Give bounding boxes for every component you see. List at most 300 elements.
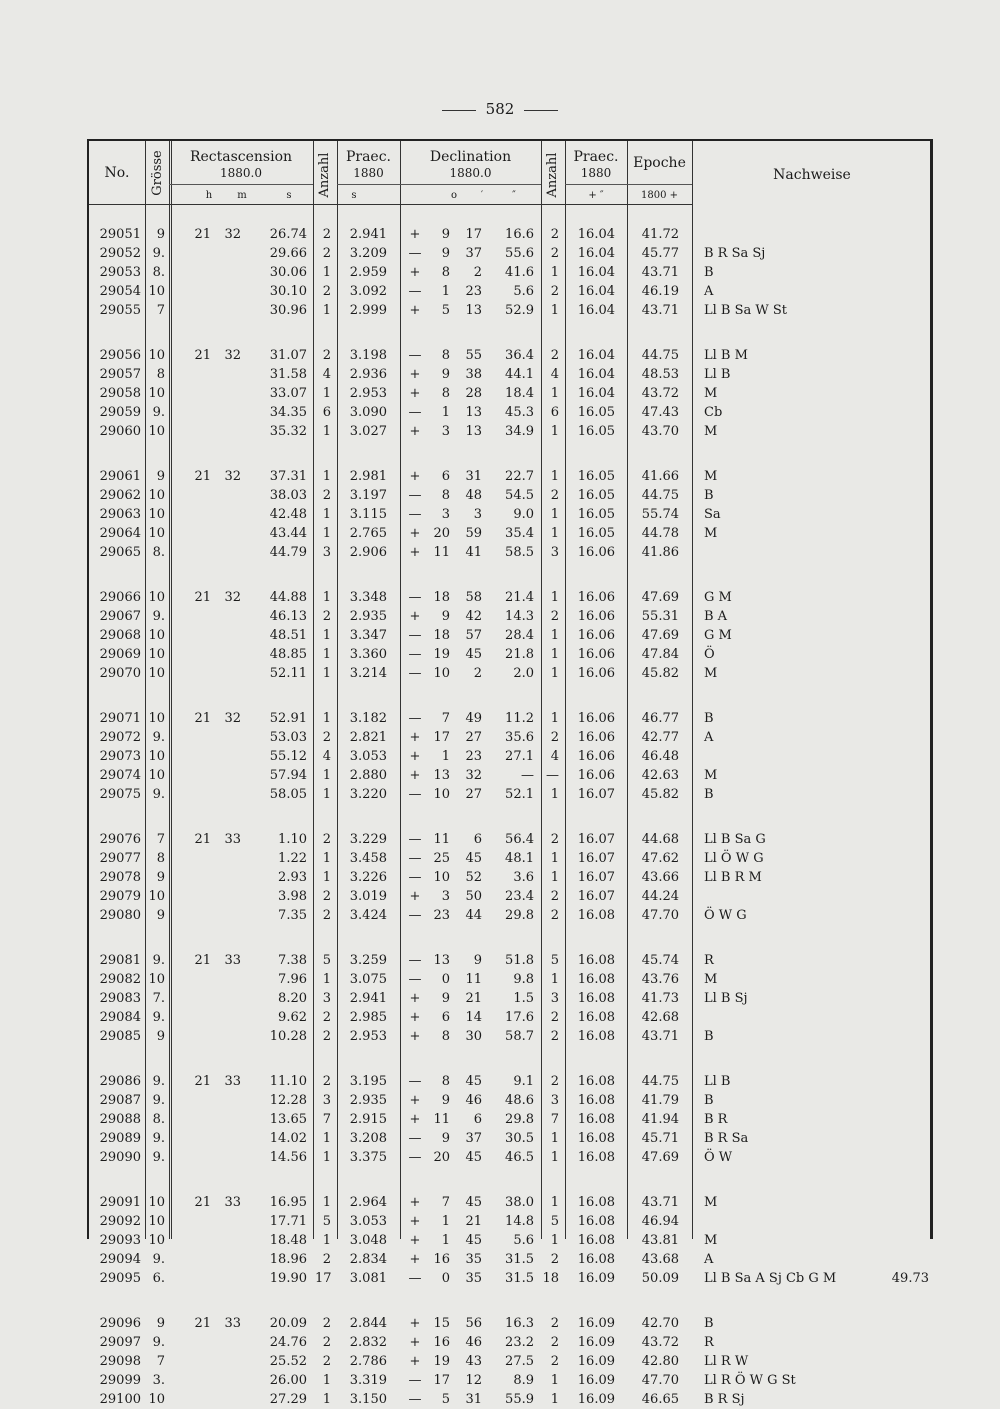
cell-g: 6. — [152, 1271, 165, 1286]
cell-ras: 46.13 — [269, 609, 307, 624]
cell-a2: 2 — [550, 1074, 559, 1089]
cell-g: 8. — [152, 265, 165, 280]
cell-g: 3. — [152, 1373, 165, 1388]
cell-dd: 16 — [433, 1335, 450, 1350]
cell-dm: 55 — [465, 348, 482, 363]
cell-dm: 35 — [465, 1252, 482, 1267]
cell-nw: Ll R Ö W G St — [704, 1373, 796, 1388]
cell-g: 8. — [152, 545, 165, 560]
cell-ds: + — [409, 545, 421, 560]
cell-ep: 41.94 — [641, 1112, 679, 1127]
cell-ep: 45.82 — [641, 666, 679, 681]
cell-no: 29085 — [99, 1029, 141, 1044]
cell-p1: 2.964 — [349, 1195, 387, 1210]
cell-ras: 3.98 — [278, 889, 307, 904]
cell-a1: 2 — [322, 889, 331, 904]
cell-dm: 45 — [465, 647, 482, 662]
table-row — [89, 646, 930, 664]
star-catalogue-table — [87, 139, 933, 1407]
cell-p2: 16.08 — [577, 1029, 615, 1044]
table-row — [89, 1092, 930, 1110]
cell-g: 10 — [148, 488, 165, 503]
cell-g: 10 — [148, 1233, 165, 1248]
cell-ras: 24.76 — [269, 1335, 307, 1350]
cell-dd: 19 — [433, 1354, 450, 1369]
cell-dsec: 9.1 — [513, 1074, 534, 1089]
cell-ep: 42.80 — [641, 1354, 679, 1369]
cell-ep: 41.66 — [641, 469, 679, 484]
cell-nw: Cb — [704, 405, 723, 420]
cell-dsec: 17.6 — [505, 1010, 534, 1025]
cell-ep: 41.86 — [641, 545, 679, 560]
cell-no: 29068 — [99, 628, 141, 643]
cell-a2: 1 — [550, 1392, 559, 1407]
cell-ras: 33.07 — [269, 386, 307, 401]
cell-p2: 16.04 — [577, 348, 615, 363]
cell-dm: 37 — [465, 246, 482, 261]
cell-p1: 3.214 — [349, 666, 387, 681]
cell-dsec: 18.4 — [505, 386, 534, 401]
cell-ras: 1.10 — [278, 832, 307, 847]
cell-p1: 2.936 — [349, 367, 387, 382]
cell-dm: 3 — [473, 507, 482, 522]
cell-nw: M — [704, 972, 718, 987]
cell-dd: 10 — [433, 666, 450, 681]
cell-no: 29079 — [99, 889, 141, 904]
cell-no: 29090 — [99, 1150, 141, 1165]
table-row — [89, 1009, 930, 1027]
cell-a2: 2 — [550, 1029, 559, 1044]
cell-ep: 46.65 — [641, 1392, 679, 1407]
cell-dsec: 27.1 — [505, 749, 534, 764]
cell-ep: 46.94 — [641, 1214, 679, 1229]
cell-p2: 16.06 — [577, 768, 615, 783]
cell-ds: + — [409, 367, 421, 382]
table-row — [89, 1334, 930, 1352]
cell-g: 8. — [152, 1112, 165, 1127]
cell-dm: 43 — [465, 1354, 482, 1369]
cell-no: 29064 — [99, 526, 141, 541]
cell-g: 10 — [148, 526, 165, 541]
cell-g: 9. — [152, 1010, 165, 1025]
cell-p1: 3.150 — [349, 1392, 387, 1407]
cell-p2: 16.05 — [577, 469, 615, 484]
cell-a2: 1 — [550, 1373, 559, 1388]
cell-ds: — — [408, 348, 422, 363]
cell-dsec: 55.9 — [505, 1392, 534, 1407]
cell-dm: 56 — [465, 1316, 482, 1331]
cell-g: 10 — [148, 284, 165, 299]
cell-dm: 37 — [465, 1131, 482, 1146]
cell-p2: 16.08 — [577, 1093, 615, 1108]
cell-no: 29063 — [99, 507, 141, 522]
cell-p2: 16.06 — [577, 711, 615, 726]
table-row — [89, 1391, 930, 1409]
cell-p1: 3.360 — [349, 647, 387, 662]
cell-ras: 10.28 — [269, 1029, 307, 1044]
cell-dm: 21 — [465, 1214, 482, 1229]
cell-no: 29075 — [99, 787, 141, 802]
cell-ep: 43.71 — [641, 1195, 679, 1210]
cell-ep: 44.68 — [641, 832, 679, 847]
cell-dsec: 1.5 — [513, 991, 534, 1006]
table-row — [89, 748, 930, 766]
cell-dm: 23 — [465, 284, 482, 299]
table-row — [89, 1111, 930, 1129]
cell-p1: 3.092 — [349, 284, 387, 299]
cell-dsec: 30.5 — [505, 1131, 534, 1146]
cell-ras: 11.10 — [269, 1074, 307, 1089]
cell-p1: 2.981 — [349, 469, 387, 484]
cell-ras: 55.12 — [269, 749, 307, 764]
table-row — [89, 1194, 930, 1212]
cell-g: 9. — [152, 1074, 165, 1089]
cell-ras: 7.35 — [278, 908, 307, 923]
cell-g: 7. — [152, 991, 165, 1006]
cell-p1: 3.424 — [349, 908, 387, 923]
cell-a1: 2 — [322, 730, 331, 745]
cell-a1: 17 — [315, 1271, 332, 1286]
cell-ep: 43.81 — [641, 1233, 679, 1248]
cell-a2: 1 — [550, 424, 559, 439]
cell-ep: 55.31 — [641, 609, 679, 624]
cell-nw: Ll B Sj — [704, 991, 748, 1006]
table-row — [89, 506, 930, 524]
cell-dd: 1 — [441, 284, 450, 299]
cell-g: 9. — [152, 1131, 165, 1146]
cell-dd: 23 — [433, 908, 450, 923]
cell-ram: 33 — [224, 953, 241, 968]
cell-p1: 2.880 — [349, 768, 387, 783]
table-row — [89, 1251, 930, 1269]
cell-a2: 4 — [550, 367, 559, 382]
cell-no: 29097 — [99, 1335, 141, 1350]
cell-ds: — — [408, 1150, 422, 1165]
cell-ds: + — [409, 303, 421, 318]
cell-dd: 19 — [433, 647, 450, 662]
cell-p1: 3.019 — [349, 889, 387, 904]
cell-ep: 47.70 — [641, 1373, 679, 1388]
cell-p1: 3.115 — [349, 507, 387, 522]
cell-dd: 10 — [433, 870, 450, 885]
cell-ras: 31.58 — [269, 367, 307, 382]
cell-a2: 1 — [550, 1150, 559, 1165]
cell-dm: 41 — [465, 545, 482, 560]
cell-dm: 21 — [465, 991, 482, 1006]
header-praec1-title: Praec. — [345, 149, 392, 165]
table-row — [89, 608, 930, 626]
cell-a2: 5 — [550, 953, 559, 968]
cell-a2: 1 — [550, 666, 559, 681]
cell-a1: 2 — [322, 348, 331, 363]
cell-p2: 16.08 — [577, 1233, 615, 1248]
cell-dd: 1 — [441, 1214, 450, 1229]
cell-p1: 3.182 — [349, 711, 387, 726]
cell-no: 29073 — [99, 749, 141, 764]
cell-a2: 1 — [550, 787, 559, 802]
cell-dd: 8 — [441, 1029, 450, 1044]
cell-ds: + — [409, 1029, 421, 1044]
cell-a1: 2 — [322, 609, 331, 624]
cell-a1: 2 — [322, 246, 331, 261]
cell-p1: 3.048 — [349, 1233, 387, 1248]
header-decl-sec: ″ — [512, 190, 516, 201]
cell-a1: 1 — [322, 628, 331, 643]
table-row — [89, 385, 930, 403]
cell-ras: 18.96 — [269, 1252, 307, 1267]
cell-a1: 4 — [322, 749, 331, 764]
cell-dsec: 58.7 — [505, 1029, 534, 1044]
cell-a1: 2 — [322, 1074, 331, 1089]
cell-a2: 2 — [550, 246, 559, 261]
cell-ds: — — [408, 1392, 422, 1407]
cell-a1: 2 — [322, 908, 331, 923]
cell-ras: 44.79 — [269, 545, 307, 560]
cell-ep: 43.70 — [641, 424, 679, 439]
cell-no: 29081 — [99, 953, 141, 968]
table-row — [89, 1232, 930, 1250]
cell-ep: 41.79 — [641, 1093, 679, 1108]
cell-dd: 11 — [433, 832, 450, 847]
cell-ds: + — [409, 768, 421, 783]
cell-ras: 57.94 — [269, 768, 307, 783]
cell-p2: 16.06 — [577, 609, 615, 624]
cell-dm: 30 — [465, 1029, 482, 1044]
cell-ds: — — [408, 870, 422, 885]
cell-dsec: 38.0 — [505, 1195, 534, 1210]
cell-no: 29080 — [99, 908, 141, 923]
header-praec1-unit: s — [351, 190, 357, 201]
cell-ds: — — [408, 284, 422, 299]
cell-g: 10 — [148, 768, 165, 783]
cell-ras: 12.28 — [269, 1093, 307, 1108]
cell-ep: 46.19 — [641, 284, 679, 299]
cell-g: 8 — [156, 851, 165, 866]
cell-g: 10 — [148, 647, 165, 662]
cell-ep: 44.75 — [641, 348, 679, 363]
cell-p2: 16.04 — [577, 284, 615, 299]
cell-p2: 16.05 — [577, 488, 615, 503]
cell-dd: 20 — [433, 526, 450, 541]
table-row — [89, 525, 930, 543]
cell-g: 10 — [148, 507, 165, 522]
cell-ds: + — [409, 730, 421, 745]
cell-g: 9. — [152, 1093, 165, 1108]
cell-ras: 14.56 — [269, 1150, 307, 1165]
cell-ras: 31.07 — [269, 348, 307, 363]
cell-a1: 4 — [322, 367, 331, 382]
cell-a2: — — [546, 768, 559, 783]
cell-dm: 2 — [473, 666, 482, 681]
cell-g: 10 — [148, 424, 165, 439]
cell-dd: 9 — [441, 1131, 450, 1146]
header-ra-h: h — [205, 190, 213, 201]
cell-ds: + — [409, 1335, 421, 1350]
table-row — [89, 990, 930, 1008]
cell-nw: G M — [704, 590, 732, 605]
cell-g: 9 — [156, 227, 165, 242]
cell-ep: 43.71 — [641, 1029, 679, 1044]
cell-nw: B R — [704, 1112, 728, 1127]
cell-dd: 6 — [441, 1010, 450, 1025]
cell-nw: Ll B M — [704, 348, 748, 363]
cell-ds: — — [408, 953, 422, 968]
cell-ras: 58.05 — [269, 787, 307, 802]
cell-p1: 2.915 — [349, 1112, 387, 1127]
cell-p2: 16.06 — [577, 666, 615, 681]
cell-dm: 50 — [465, 889, 482, 904]
cell-dsec: 52.1 — [505, 787, 534, 802]
cell-nw: B A — [704, 609, 728, 624]
header-ra-s: s — [286, 190, 292, 201]
cell-p1: 2.999 — [349, 303, 387, 318]
cell-dsec: 56.4 — [505, 832, 534, 847]
cell-ds: + — [409, 609, 421, 624]
cell-dm: 6 — [473, 832, 482, 847]
cell-ras: 38.03 — [269, 488, 307, 503]
cell-dm: 44 — [465, 908, 482, 923]
cell-dd: 1 — [441, 1233, 450, 1248]
cell-a2: 1 — [550, 303, 559, 318]
cell-dsec: 23.4 — [505, 889, 534, 904]
cell-ds: — — [408, 832, 422, 847]
cell-nw: Ö W — [704, 1150, 733, 1165]
cell-ds: + — [409, 386, 421, 401]
cell-dsec: 44.1 — [505, 367, 534, 382]
cell-dm: 58 — [465, 590, 482, 605]
cell-dm: 12 — [465, 1373, 482, 1388]
cell-a1: 1 — [322, 647, 331, 662]
cell-dm: 27 — [465, 730, 482, 745]
cell-g: 7 — [156, 832, 165, 847]
header-praec2-year: 1880 — [580, 166, 612, 180]
cell-ds: — — [408, 590, 422, 605]
cell-dsec: 48.6 — [505, 1093, 534, 1108]
cell-ep: 47.69 — [641, 590, 679, 605]
cell-no: 29072 — [99, 730, 141, 745]
cell-no: 29061 — [99, 469, 141, 484]
cell-ras: 7.96 — [278, 972, 307, 987]
cell-p1: 2.786 — [349, 1354, 387, 1369]
cell-ras: 30.06 — [269, 265, 307, 280]
cell-p2: 16.08 — [577, 1010, 615, 1025]
cell-ds: — — [408, 1074, 422, 1089]
cell-a1: 2 — [322, 1010, 331, 1025]
cell-dsec: 52.9 — [505, 303, 534, 318]
cell-ds: — — [408, 647, 422, 662]
epoche-subheader-rule — [627, 184, 692, 185]
cell-p2: 16.06 — [577, 730, 615, 745]
cell-p2: 16.09 — [577, 1271, 615, 1286]
cell-no: 29086 — [99, 1074, 141, 1089]
cell-dd: 1 — [441, 749, 450, 764]
cell-a2: 2 — [550, 1316, 559, 1331]
cell-nw: B R Sa — [704, 1131, 749, 1146]
cell-a1: 1 — [322, 787, 331, 802]
cell-dsec: 51.8 — [505, 953, 534, 968]
cell-dd: 9 — [441, 609, 450, 624]
cell-no: 29071 — [99, 711, 141, 726]
cell-p1: 2.765 — [349, 526, 387, 541]
cell-a2: 1 — [550, 628, 559, 643]
cell-a2: 7 — [550, 1112, 559, 1127]
cell-ds: + — [409, 1010, 421, 1025]
cell-p1: 2.959 — [349, 265, 387, 280]
cell-p2: 16.04 — [577, 367, 615, 382]
cell-dd: 9 — [441, 991, 450, 1006]
cell-dd: 8 — [441, 348, 450, 363]
cell-no: 29070 — [99, 666, 141, 681]
cell-ras: 44.88 — [269, 590, 307, 605]
cell-p1: 3.075 — [349, 972, 387, 987]
cell-nw: Sa — [704, 507, 721, 522]
cell-p1: 2.832 — [349, 1335, 387, 1350]
cell-dsec: 41.6 — [505, 265, 534, 280]
cell-dm: 45 — [465, 1150, 482, 1165]
cell-no: 29093 — [99, 1233, 141, 1248]
cell-ep: 45.74 — [641, 953, 679, 968]
cell-nw: B — [704, 1316, 714, 1331]
cell-ep: 43.72 — [641, 1335, 679, 1350]
table-row — [89, 226, 930, 244]
cell-a2: 1 — [550, 590, 559, 605]
cell-ds: — — [408, 628, 422, 643]
cell-a2: 2 — [550, 908, 559, 923]
table-row — [89, 888, 930, 906]
cell-dm: 31 — [465, 469, 482, 484]
cell-g: 10 — [148, 666, 165, 681]
cell-a1: 2 — [322, 832, 331, 847]
cell-a2: 1 — [550, 386, 559, 401]
cell-ds: — — [408, 246, 422, 261]
cell-ep: 45.77 — [641, 246, 679, 261]
cell-no: 29076 — [99, 832, 141, 847]
cell-dd: 8 — [441, 386, 450, 401]
cell-nw: M — [704, 1233, 718, 1248]
page-number-text: 582 — [485, 100, 515, 118]
header-decl-min: ′ — [480, 190, 484, 201]
cell-g: 9. — [152, 1252, 165, 1267]
cell-nw: G M — [704, 628, 732, 643]
cell-p2: 16.08 — [577, 1252, 615, 1267]
cell-ep: 43.68 — [641, 1252, 679, 1267]
cell-p2: 16.08 — [577, 972, 615, 987]
cell-g: 10 — [148, 348, 165, 363]
cell-p1: 2.941 — [349, 227, 387, 242]
cell-a1: 1 — [322, 590, 331, 605]
cell-no: 29087 — [99, 1093, 141, 1108]
cell-ram: 33 — [224, 832, 241, 847]
cell-a2: 1 — [550, 711, 559, 726]
table-row — [89, 665, 930, 683]
cell-ram: 32 — [224, 590, 241, 605]
cell-a1: 2 — [322, 1354, 331, 1369]
cell-ras: 26.00 — [269, 1373, 307, 1388]
cell-p1: 3.458 — [349, 851, 387, 866]
cell-dsec: 31.5 — [505, 1252, 534, 1267]
cell-rah: 21 — [194, 348, 211, 363]
cell-a1: 2 — [322, 1029, 331, 1044]
cell-p2: 16.06 — [577, 545, 615, 560]
cell-dd: 3 — [441, 889, 450, 904]
cell-a1: 1 — [322, 1373, 331, 1388]
table-row — [89, 971, 930, 989]
cell-p2: 16.06 — [577, 749, 615, 764]
cell-dsec: 45.3 — [505, 405, 534, 420]
cell-p1: 3.090 — [349, 405, 387, 420]
cell-nw: M — [704, 424, 718, 439]
cell-a2: 5 — [550, 1214, 559, 1229]
